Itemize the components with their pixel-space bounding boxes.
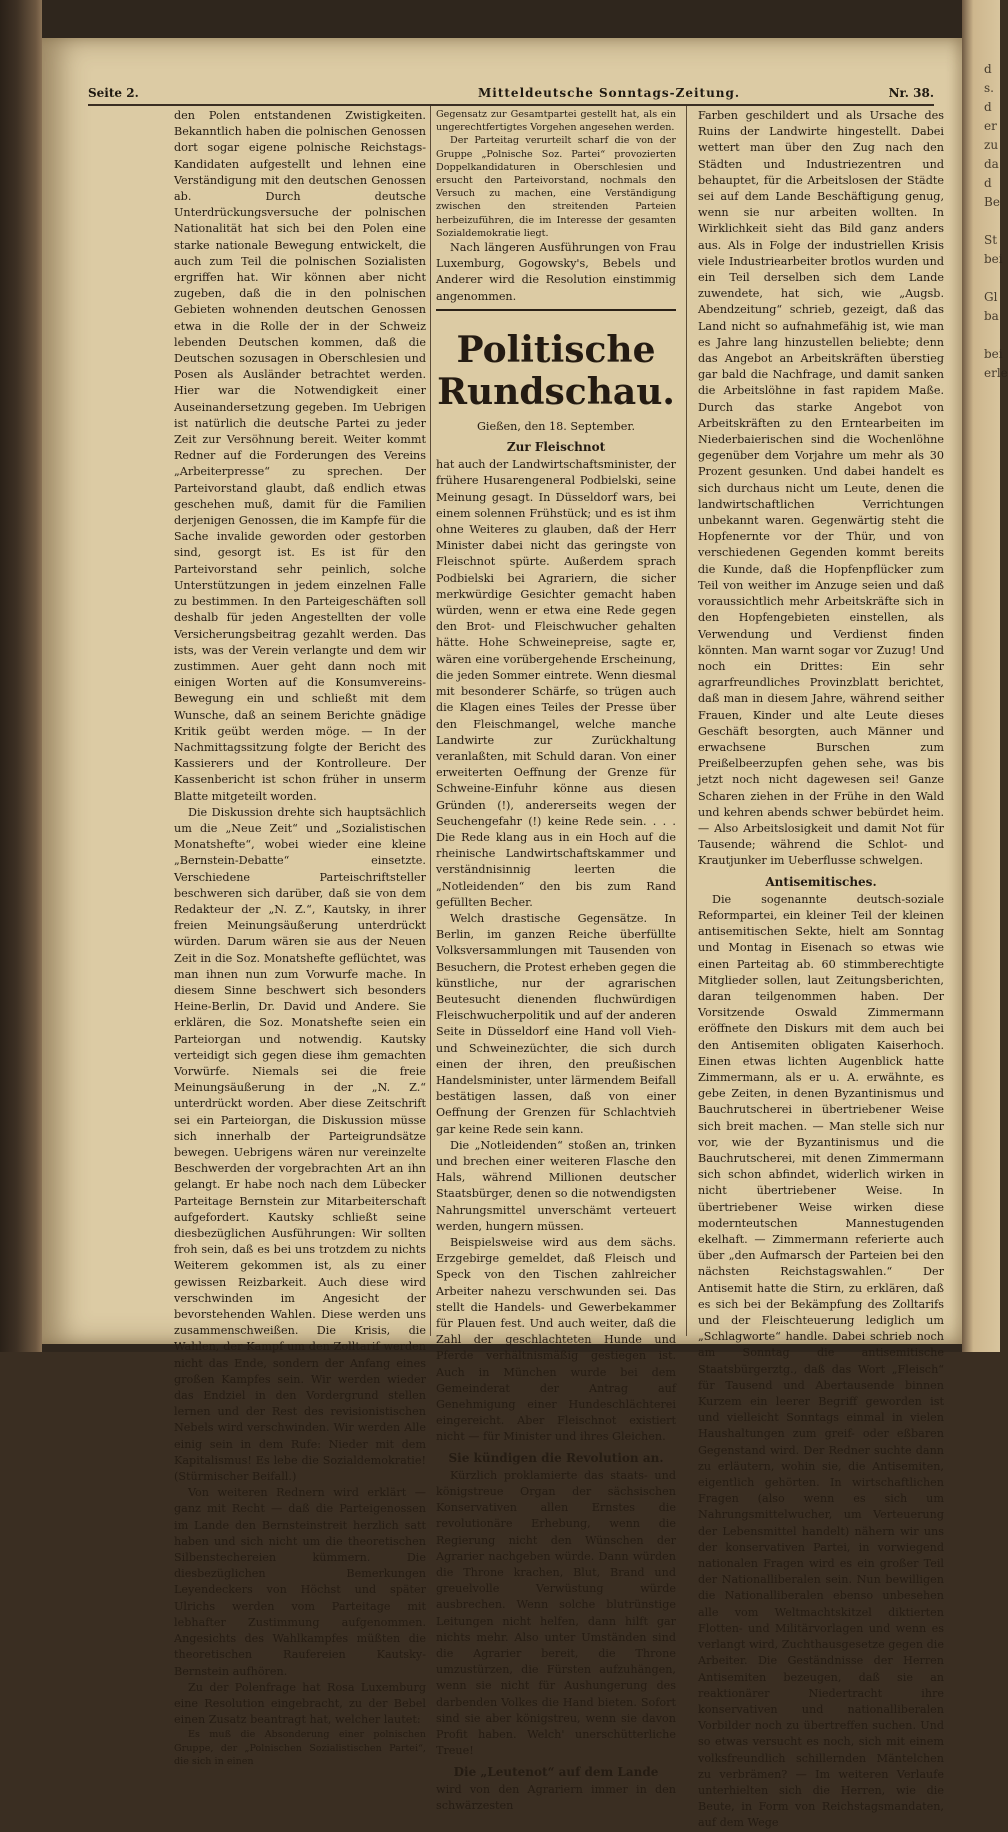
subheading: Zur Fleischnot: [506, 440, 606, 455]
paragraph: wird von den Agrariern immer in den schwärzesten: [436, 1782, 676, 1812]
dateline: Gießen, den 18. September.: [476, 419, 636, 433]
page-header: [88, 84, 934, 104]
column-right: [698, 108, 944, 1832]
resolution-text: Es muß die Absonderung einer polnischen Gruppe, der „Polnischen Sozialistischen Partei“, die sich in einen: [174, 1729, 426, 1767]
column-divider: [686, 106, 687, 1336]
section-title: Politische Rundschau.: [437, 328, 675, 413]
newspaper-title: Mitteldeutsche Sonntags-Zeitung.: [478, 86, 741, 100]
column-divider: [430, 106, 431, 1336]
issue-number: Nr. 38.: [888, 86, 934, 100]
column-middle: [436, 108, 676, 1814]
resolution-text: Der Parteitag verurteilt scharf die von der Gruppe „Polnische Soz. Partei“ provozierten Doppelkandidaturen in Oberschlesien und ersucht den Parteivorstand, nochmals den Versuch zu machen, eine Verständigung zwischen den streitenden Parteien herbeizuführen, die im Interesse der gesamten Sozialdemokratie liegt.: [436, 135, 676, 239]
next-page-edge: [962, 0, 1008, 1352]
paragraph: Die „Notleidenden“ stoßen an, trinken und brechen einer weiteren Flasche den Hals, während Millionen deutscher Staatsbürger, denen so die notwendigsten Nahrungsmittel unverschämt verteuert werden, hungern müssen.: [436, 1138, 676, 1233]
paragraph: Zu der Polenfrage hat Rosa Luxemburg eine Resolution eingebracht, zu der Bebel einen Zusatz beantragt hat, welcher lautet:: [174, 1680, 426, 1727]
paragraph: Beispielsweise wird aus dem sächs. Erzgebirge gemeldet, daß Fleisch und Speck von den Tischen zahlreicher Arbeiter nahezu verschwunden sei. Das stellt die Handels- und Gewerbekammer für Plauen fest. Und auch weiter, daß die Zahl der geschlachteten Hunde und Pferde verhältnismäßig gestiegen ist. Auch in München wurde bei dem Gemeinderat der Antrag auf Genehmigung einer Hundeschlächterei eingereicht. Aber Fleischnot existiert nicht — für Minister und ihres Gleichen.: [436, 1236, 676, 1444]
resolution-text: Gegensatz zur Gesamtpartei gestellt hat, als ein ungerechtfertigtes Vorgehen angesehen werden.: [436, 109, 676, 134]
page-number: Seite 2.: [88, 86, 139, 100]
subheading: Antisemitisches.: [765, 874, 877, 889]
header-rule: [88, 104, 934, 106]
subheading: Sie kündigen die Revolution an.: [448, 1450, 664, 1465]
next-page-fragments: d s. d er zu da d Be St bei Gl ba bei erle: [984, 62, 1008, 380]
subheading: Die „Leutenot“ auf dem Lande: [453, 1764, 659, 1779]
paragraph: Die Diskussion drehte sich hauptsächlich um die „Neue Zeit“ und „Sozialistischen Monatshefte“, wobei wieder eine kleine „Bernstein-Debatte“ einsetzte. Verschiedene Parteischriftsteller beschweren sich darüber, daß sie von dem Redakteur der „N. Z.“, Kautsky, in ihrer freien Meinungsäußerung unterdrückt würden. Darum wären sie aus der Neuen Zeit in die Soz. Monatshefte geflüchtet, was man ihnen nun zum Vorwurfe mache. In diesem Sinne beschwert sich besonders Heine-Berlin, Dr. David und Andere. Sie erklären, die Soz. Monatshefte seien ein Parteiorgan und notwendig. Kautsky verteidigt sich gegen diese ihm gemachten Vorwürfe. Niemals sei die freie Meinungsäußerung in der „N. Z.“ unterdrückt worden. Aber diese Zeitschrift sei ein Parteiorgan, die Diskussion müsse sich innerhalb der Parteigrundsätze bewegen. Uebrigens wären nur vereinzelte Beschwerden der vorgebrachten Art an ihn gelangt. Er habe noch nach dem Lübecker Parteitage Bernstein zur Mitarbeiterschaft aufgefordert. Kautsky schließt seine diesbezüglichen Ausführungen: Wir sollten froh sein, daß es bei uns trotzdem zu nichts Weiterem gekommen ist, als zu einer gewissen Reizbarkeit. Auch diese wird verschwinden im Angesicht der bevorstehenden Wahlen. Diese werden uns zusammenschweißen. Die Krisis, die Wahlen, der Kampf um den Zolltarif werden nicht das Ende, sondern der Anfang eines großen Kampfes sein. Wir werden wieder das Endziel in den Vordergrund stellen lernen und der Rest des revisionistischen Nebels wird verschwinden. Wir werden Alle einig sein in dem Rufe: Nieder mit dem Kapitalismus! Es lebe die Sozialdemokratie! (Stürmischer Beifall.): [174, 805, 426, 1484]
paragraph: hat auch der Landwirtschaftsminister, der frühere Husarengeneral Podbielski, seine Meinung gesagt. In Düsseldorf wars, bei einem solennen Frühstück; und es ist ihm ohne Weiteres zu glauben, daß der Herr Minister dabei nicht das geringste von Fleischnot spürte. Außerdem sprach Podbielski bei Agrariern, die sicher merkwürdige Gesichter gemacht haben würden, wenn er etwa eine Rede gegen den Brot- und Fleischwucher gehalten hätte. Hohe Schweinepreise, sagte er, wären eine vorübergehende Erscheinung, die jeden Sommer eintrete. Wenn diesmal mit besonderer Schärfe, so trügen auch die Klagen eines Teiles der Presse über den Fleischmangel, welche manche Landwirte zur Zurückhaltung veranlaßten, mit Schuld daran. Von einer erweiterten Oeffnung der Grenze für Schweine-Einfuhr könne aus diesen Gründen (!), andererseits wegen der Seuchengefahr (!) keine Rede sein. . . . Die Rede klang aus in ein Hoch auf die rheinische Landwirtschaftskammer und verständnisinnig leerten die „Notleidenden“ den bis zum Rand gefüllten Becher.: [436, 458, 676, 909]
paragraph: Farben geschildert und als Ursache des Ruins der Landwirte hingestellt. Dabei wettert man über den Zug nach den Städten und Industriezentren und behauptet, für die Arbeitslosen der Städte sei auf dem Lande Beschäftigung genug, wenn sie nur arbeiten wollten. In Wirklichkeit sieht das Bild ganz anders aus. Als in Folge der industriellen Krisis viele Industriearbeiter brotlos wurden und ein Teil derselben sich dem Lande zuwendete, hat sich, wie „Augsb. Abendzeitung“ schrieb, gezeigt, daß das Land nicht so aufnahmefähig ist, wie man es Jahre lang hinzustellen beliebte; denn das Angebot an Arbeitskräften überstieg gar bald die Nachfrage, und damit sanken die Arbeitslöhne in fast rapidem Maße. Durch das starke Angebot von Arbeitskräften zu den Erntearbeiten im Niederbaierischen sind die Wochenlöhne gegenüber dem Vorjahre um mehr als 30 Prozent gesunken. Und dabei handelt es sich durchaus nicht um Leute, denen die landwirtschaftlichen Verrichtungen unbekannt waren. Gegenwärtig steht die Hopfenernte vor der Thür, und von verschiedenen Gegenden kommt bereits die Kunde, daß die Hopfenpflücker zum Teil von weither im Anzuge seien und daß voraussichtlich mehr Arbeitskräfte sich in den Hopfengebieten einstellen, als Verwendung und Verdienst finden könnten. Man warnt sogar vor Zuzug! Und noch ein Drittes: Ein sehr agrarfreundliches Provinzblatt berichtet, daß man in diesem Jahre, während seither Frauen, Kinder und alte Leute dieses Geschäft besorgten, auch Männer und erwachsene Burschen zum Preißelbeerzupfen gehen sehe, was bis jetzt noch nicht dagewesen sei! Ganze Scharen ziehen in der Frühe in den Wald und kehren abends schwer bebürdet heim. — Also Arbeitslosigkeit und damit Not für Tausende; während die Schlot- und Krautjunker im Ueberflusse schwelgen.: [698, 109, 944, 868]
paragraph: Nach längeren Ausführungen von Frau Luxemburg, Gogowsky's, Bebels und Anderer wird die Resolution einstimmig angenommen.: [436, 241, 676, 303]
paragraph: Kürzlich proklamierte das staats- und königstreue Organ der sächsischen Konservativen allen Ernstes die revolutionäre Erhebung, wenn die Regierung nicht den Wünschen der Agrarier nachgeben würde. Dann würden die Throne krachen, Blut, Brand und greuelvolle Verwüstung würde ausbrechen. Wenn solche blutrünstige Leitungen nicht helfen, dann hilft gar nichts mehr. Also unter Umständen sind die Agrarier bereit, die Throne umzustürzen, die Fürsten aufzuhängen, wenn sie nicht für Aushungerung des darbenden Volkes die Hand bieten. Sofort sind sie aber königstreu, wenn sie davon Profit haben. Welch' unerschütterliche Treue!: [436, 1468, 676, 1758]
paragraph: Von weiteren Rednern wird erklärt — ganz mit Recht — daß die Parteigenossen im Lande den Bernsteinstreit herzlich satt haben und sich nicht um die theoretischen Silbenstechereien kümmern. Die diesbezüglichen Bemerkungen Leyendeckers von Höchst und später Ulrichs werden vom Parteitage mit lebhafter Zustimmung aufgenommen. Angesichts des Wahlkampfes müßten die theoretischen Raufereien Kautsky-Bernstein aufhören.: [174, 1486, 426, 1678]
section-rule: [436, 309, 676, 311]
book-binding: [0, 0, 42, 1352]
paragraph: Die sogenannte deutsch-soziale Reformpartei, ein kleiner Teil der kleinen antisemitischen Sekte, hielt am Sonntag und Montag in Eisenach so etwas wie einen Parteitag ab. 60 stimmberechtigte Mitglieder sollen, laut Zeitungsberichten, daran teilgenommen haben. Der Vorsitzende Oswald Zimmermann eröffnete den Diskurs mit dem auch bei den Antisemiten obligaten Kaiserhoch. Einen etwas lichten Augenblick hatte Zimmermann, als er u. A. erwähnte, es gebe Zeiten, in denen Byzantinismus und Bauchrutscherei in übertriebener Weise sich breit machen. — Man stelle sich nur vor, wie der Byzantinismus und die Bauchrutscherei, mit denen Zimmermann sich schon abfindet, widerlich wirken in nicht übertriebener Weise. In übertriebener Weise wirken diese modernteutschen Mannestugenden ekelhaft. — Zimmermann referierte auch über „den Aufmarsch der Parteien bei den nächsten Reichstagswahlen.“ Der Antisemit hatte die Stirn, zu erklären, daß es sich bei der Bekämpfung des Zolltarifs und der Fleischteuerung lediglich um „Schlagworte“ handle. Dabei schrieb noch am Sonntag die antisemitische Staatsbürgerztg., daß das Wort „Fleisch“ für Tausend und Abertausende binnen Kurzem ein leerer Begriff geworden ist und vielleicht Sonntags einmal in vielen Haushaltungen zum greif- oder eßbaren Gegenstand wird. Der Redner suchte dann zu erläutern, wohin sie, die Antisemiten, eigentlich gehörten. In wirtschaftlichen Fragen (also wenn es sich um Nahrungsmittelwucher, um Verteuerung der Lebensmittel handelt) nähern wir uns der konservativen Partei, in vorwiegend nationalen Fragen wird es ein großer Teil der Nationalliberalen sein. Nun bewilligen die Nationalliberalen ebenso unbesehen alle vom Weltmachtskitzel diktierten Flotten- und Militärvorlagen und wenn es verlangt wird, Zuchthausgesetze gegen die Arbeiter. Die Geständnisse der Herren Antisemiten bezeugen, daß sie an reaktionärer Niedertracht ihre konservativen und nationalliberalen Vorbilder noch zu übertreffen suchen. Und so etwas versucht es noch, sich mit einem volksfreundlich schillernden Mäntelchen zu verbrämen? — Im weiteren Verlaufe unterhielten sich die Herren, wie die Beute, in Form von Reichstagsmandaten, auf dem Wege: [698, 892, 944, 1830]
paragraph: den Polen entstandenen Zwistigkeiten. Bekanntlich haben die polnischen Genossen dort sogar eigene polnische Reichstags-Kandidaten aufgestellt und lehnen eine Verständigung mit den deutschen Genossen ab. Durch deutsche Unterdrückungsversuche der polnischen Nationalität hat sich bei den Polen eine starke nationale Bewegung entwickelt, die auch zum Teil die polnischen Sozialisten ergriffen hat. Wir können aber nicht zugeben, daß die in den polnischen Gebieten wohnenden deutschen Genossen etwa in die Rolle der in der Schweiz lebenden Deutschen kommen, daß die Deutschen sozusagen in Oberschlesien und Posen als Ausländer betrachtet werden. Hier war die Notwendigkeit einer Auseinandersetzung gegeben. Im Uebrigen ist natürlich die deutsche Partei zu jeder Zeit zur Versöhnung bereit. Weiter kommt Redner auf die Forderungen des Vereins „Arbeiterpresse“ zu sprechen. Der Parteivorstand glaubt, daß endlich etwas geschehen muß, damit für die Familien derjenigen Genossen, die im Kampfe für die Sache invalide geworden oder gestorben sind, gesorgt ist. Es ist für den Parteivorstand sehr peinlich, solche Unterstützungen in jedem einzelnen Falle zu bestimmen. In den Parteigeschäften soll deshalb für jeden Angestellten der volle Versicherungsbeitrag gezahlt werden. Das ists, was der Verein verlangte und dem wir zustimmen. Auer geht dann noch mit einigen Worten auf die Konsumvereins-Bewegung ein und schließt mit dem Wunsche, daß an seinem Berichte gnädige Kritik geübt werden möge. — In der Nachmittagssitzung folgte der Bericht des Kassierers und der Kontrolleure. Der Kassenbericht ist schon früher in unserm Blatte mitgeteilt worden.: [174, 109, 426, 803]
column-left: [174, 108, 426, 1768]
paragraph: Welch drastische Gegensätze. In Berlin, im ganzen Reiche überfüllte Volksversammlungen mit Tausenden von Besuchern, die Protest erheben gegen die künstliche, nur der agrarischen Beutesucht dienenden fluchwürdigen Fleischwucherpolitik und auf der anderen Seite in Düsseldorf eine Hand voll Vieh- und Schweinezüchter, die sich durch einen der ihren, den preußischen Handelsminister, unter lärmendem Beifall bestätigen lassen, daß von einer Oeffnung der Grenzen für Schlachtvieh gar keine Rede sein kann.: [436, 911, 676, 1136]
